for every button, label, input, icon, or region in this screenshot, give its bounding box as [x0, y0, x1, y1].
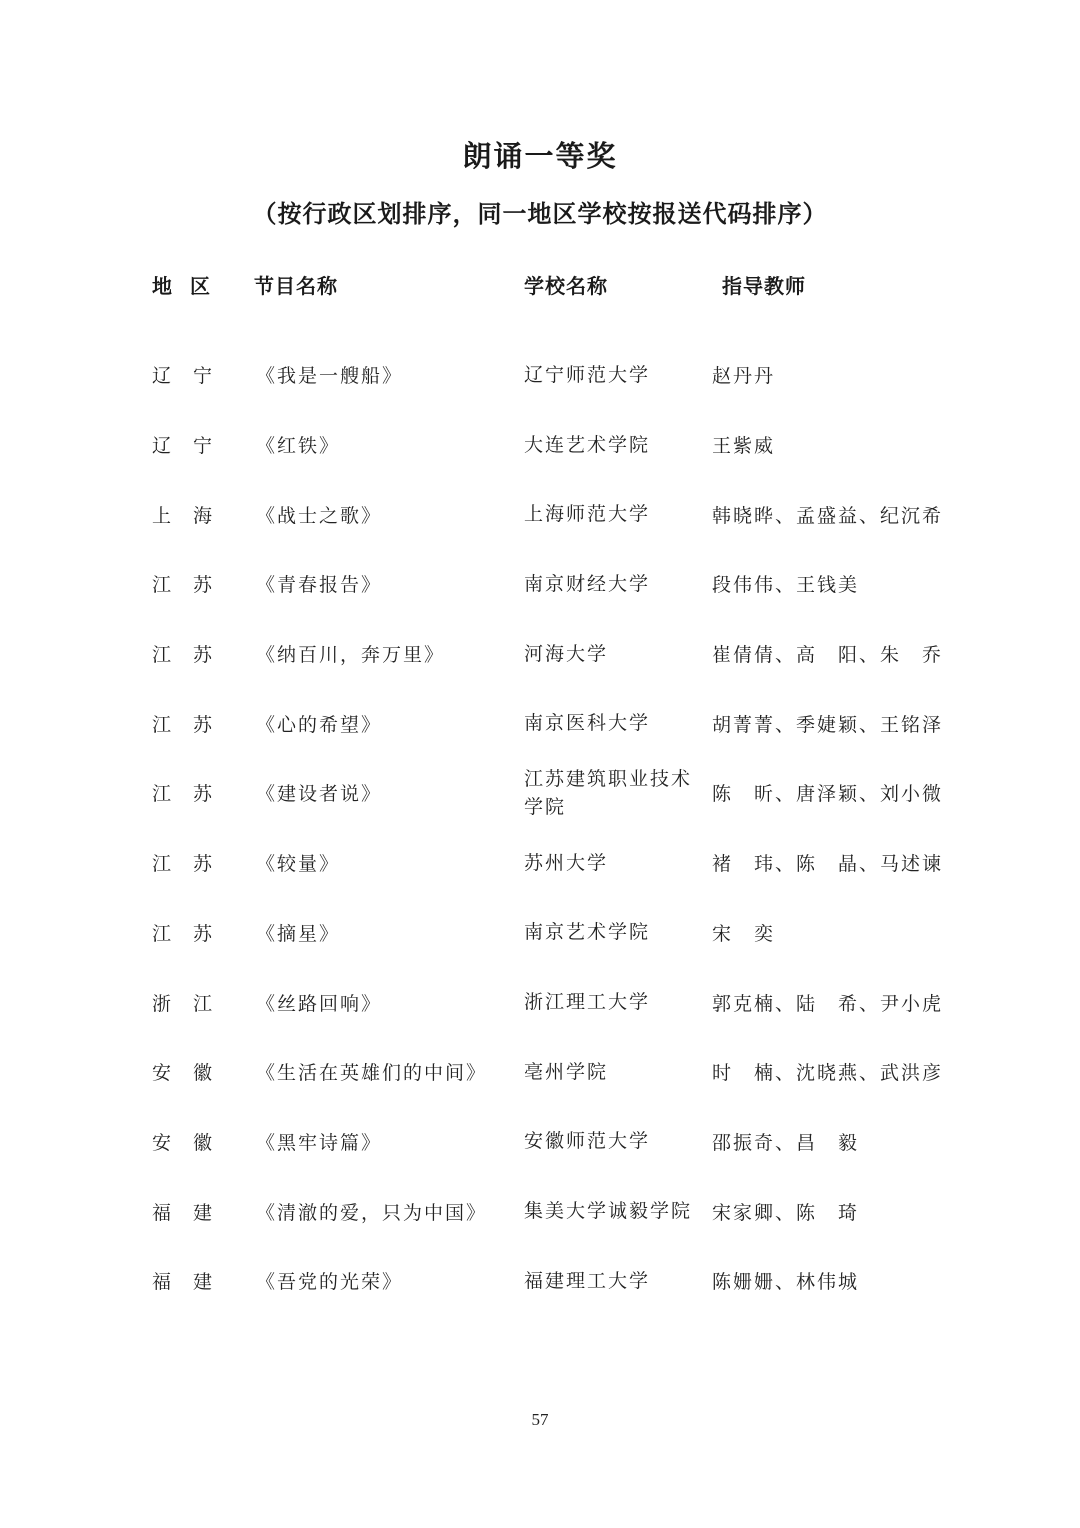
cell-program: 《生活在英雄们的中间》	[256, 1062, 488, 1085]
table-row	[0, 549, 1080, 619]
header-region: 地区	[152, 274, 228, 298]
cell-school: 福建理工大学	[524, 1269, 651, 1292]
cell-school: 南京财经大学	[524, 572, 651, 595]
cell-program: 《丝路回响》	[256, 992, 383, 1015]
table-row	[0, 340, 1080, 410]
cell-region: 江苏	[152, 574, 235, 597]
cell-teacher: 宋家卿、陈 琦	[712, 1201, 860, 1224]
cell-program: 《建设者说》	[256, 783, 383, 806]
cell-teacher: 郭克楠、陆 希、尹小虎	[712, 992, 944, 1015]
cell-region: 江苏	[152, 853, 235, 876]
cell-region: 安徽	[152, 1131, 235, 1154]
cell-program: 《清澈的爱，只为中国》	[256, 1201, 488, 1224]
header-program: 节目名称	[254, 274, 338, 298]
cell-teacher: 宋 奕	[712, 922, 776, 945]
cell-program: 《黑牢诗篇》	[256, 1131, 383, 1154]
cell-region: 江苏	[152, 644, 235, 667]
cell-school: 苏州大学	[524, 851, 609, 874]
cell-program: 《较量》	[256, 853, 341, 876]
table-row	[0, 619, 1080, 689]
page-subtitle: （按行政区划排序，同一地区学校按报送代码排序）	[252, 200, 828, 228]
header-teacher: 指导教师	[722, 274, 806, 298]
cell-program: 《摘星》	[256, 922, 341, 945]
cell-teacher: 时 楠、沈晓燕、武洪彦	[712, 1062, 944, 1085]
cell-teacher: 崔倩倩、高 阳、朱 乔	[712, 644, 944, 667]
table-row	[0, 898, 1080, 968]
cell-teacher: 王紫威	[712, 435, 776, 458]
cell-region: 浙江	[152, 992, 235, 1015]
cell-teacher: 胡菁菁、季婕颖、王铭泽	[712, 713, 944, 736]
cell-region: 福建	[152, 1201, 235, 1224]
table-header	[0, 268, 1080, 304]
cell-region: 上海	[152, 504, 235, 527]
table-row	[0, 1107, 1080, 1177]
table-row	[0, 1037, 1080, 1107]
table-row	[0, 1176, 1080, 1246]
cell-program: 《吾党的光荣》	[256, 1271, 404, 1294]
cell-teacher: 邵振奇、昌 毅	[712, 1131, 860, 1154]
cell-school: 亳州学院	[524, 1060, 609, 1083]
page-number: 57	[531, 1410, 549, 1429]
cell-school: 浙江理工大学	[524, 991, 651, 1014]
header-school: 学校名称	[524, 274, 608, 298]
cell-region: 安徽	[152, 1062, 235, 1085]
cell-region: 辽宁	[152, 365, 235, 388]
cell-program: 《战士之歌》	[256, 504, 383, 527]
cell-school: 大连艺术学院	[524, 433, 651, 456]
cell-region: 福建	[152, 1271, 235, 1294]
table-row	[0, 967, 1080, 1037]
cell-program: 《红铁》	[256, 435, 341, 458]
cell-teacher: 赵丹丹	[712, 365, 776, 388]
cell-region: 江苏	[152, 713, 235, 736]
cell-region: 江苏	[152, 783, 235, 806]
cell-teacher: 韩晓晔、孟盛益、纪沉希	[712, 504, 944, 527]
table-row	[0, 1246, 1080, 1316]
cell-program: 《青春报告》	[256, 574, 383, 597]
table-row	[0, 479, 1080, 549]
cell-school: 河海大学	[524, 642, 609, 665]
table-row	[0, 758, 1080, 828]
cell-teacher: 陈 昕、唐泽颖、刘小微	[712, 783, 944, 806]
cell-region: 辽宁	[152, 435, 235, 458]
cell-school: 南京艺术学院	[524, 921, 651, 944]
table-row	[0, 828, 1080, 898]
cell-program: 《纳百川，奔万里》	[256, 644, 446, 667]
cell-teacher: 陈姗姗、林伟城	[712, 1271, 860, 1294]
cell-school: 上海师范大学	[524, 503, 651, 526]
table-row	[0, 688, 1080, 758]
award-table	[0, 340, 1080, 1316]
cell-teacher: 褚 玮、陈 晶、马述谏	[712, 853, 944, 876]
cell-school: 辽宁师范大学	[524, 363, 651, 386]
cell-school: 集美大学诚毅学院	[524, 1200, 693, 1223]
cell-teacher: 段伟伟、王钱美	[712, 574, 860, 597]
cell-school: 南京医科大学	[524, 712, 651, 735]
cell-region: 江苏	[152, 922, 235, 945]
cell-program: 《我是一艘船》	[256, 365, 404, 388]
table-row	[0, 410, 1080, 480]
cell-school: 安徽师范大学	[524, 1130, 651, 1153]
cell-program: 《心的希望》	[256, 713, 383, 736]
page-title: 朗诵一等奖	[462, 139, 618, 173]
cell-school: 江苏建筑职业技术学院	[524, 767, 693, 818]
